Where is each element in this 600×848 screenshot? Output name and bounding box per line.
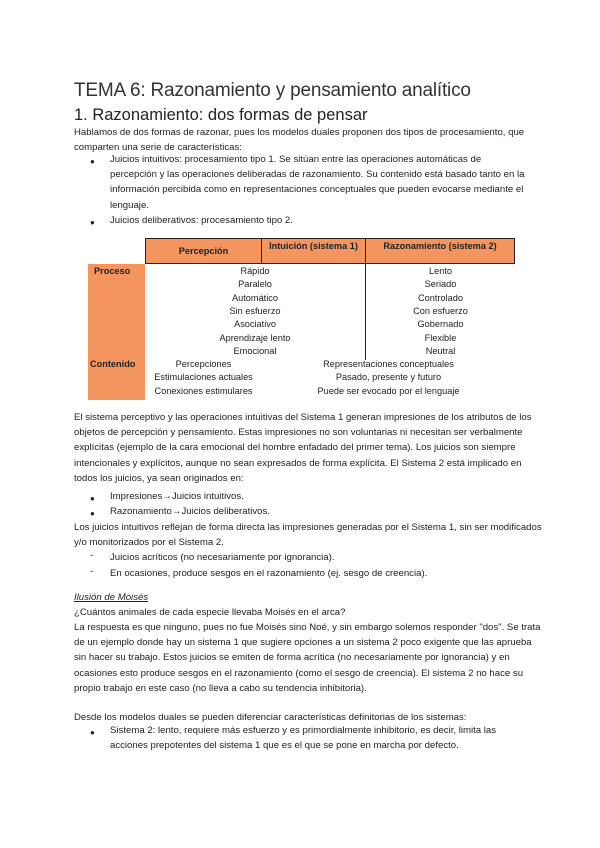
- bullet-intuitive: Juicios intuitivos: procesamiento tipo 1. Se sitúan entre las operaciones automáticas de percepción y las operaciones deliberadas de razonamiento. Su contenido está basado tanto en la información percibida como en representaciones conceptuales que pueden evocarse mediante el lenguaje.: [110, 154, 525, 211]
- header-perception: Percepción: [145, 238, 262, 264]
- paragraph-sistema-perceptivo: El sistema perceptivo y las operaciones intuitivas del Sistema 1 generan impresiones de los atributos de los objetos de percepción y pensamiento. Estas impresiones no son voluntarias ni necesitan ser verbalmente explícitas (ejemplo de la cara emocional del hombre enfadado del primer tema). Los juicios son siempre intencionales y explícitos, aunque no sean expresados de forma explícita. El Sistema 2 está implicado en todos los juicios, ya sean originados en:: [74, 412, 532, 484]
- dash-item-acriticos: Juicios acríticos (no necesariamente por ignorancia).: [110, 552, 335, 563]
- contenido-cell: Percepciones: [175, 359, 232, 369]
- row-label-column: [88, 264, 145, 400]
- dash-icon: -: [90, 566, 94, 577]
- bullet-icon: ●: [90, 157, 95, 166]
- proceso-cell: Lento: [429, 266, 452, 276]
- intro-paragraph: Hablamos de dos formas de razonar, pues los modelos duales proponen dos tipos de procesamiento, que comparten una serie de características:: [74, 127, 525, 154]
- comparison-table: [88, 238, 515, 400]
- proceso-cell: Flexible: [424, 332, 457, 343]
- row-label-proceso: Proceso: [94, 266, 131, 276]
- bullet-sistema-2: Sistema 2: lento, requiere más esfuerzo y es primordialmente inhibitorio, es decir, limita las acciones prepotentes del sistema 1 que es el que se pone en marcha por defecto.: [110, 725, 497, 752]
- proceso-cell: Seriado: [424, 279, 457, 290]
- proceso-cell: Automático: [232, 292, 278, 303]
- section-heading: 1. Razonamiento: dos formas de pensar: [74, 106, 368, 124]
- proceso-cell: Gobernado: [417, 319, 464, 330]
- paragraph-moises: La respuesta es que ninguno, pues no fue Moisés sino Noé, y sin embargo solemos responder "dos". Se trata de un ejemplo donde hay un sistema 1 que sugiere opciones a un sistema 2 poco exigente que las aprueba sin hacer su trabajo. Estos juicios se emiten de forma acrítica (no necesariamente por ignorancia) y en ocasiones esto produce sesgos en el razonamiento (como el sesgo de creencia). El sistema 2 no hace su propio trabajo en este caso (no lleva a cabo su tendencia inhibitoria).: [74, 622, 541, 694]
- question: ¿Cuántos animales de cada especie llevaba Moisés en el arca?: [74, 607, 346, 618]
- contenido-cell: Estimulaciones actuales: [154, 372, 253, 383]
- bullet-impresiones: Impresiones→Juicios intuitivos.: [110, 491, 244, 502]
- proceso-cell: Neutral: [425, 345, 456, 356]
- ilusion-title: Ilusión de Moisés: [74, 592, 149, 603]
- contenido-cell: Representaciones conceptuales: [323, 359, 454, 369]
- contenido-cell: Pasado, presente y futuro: [335, 372, 442, 383]
- page-title: TEMA 6: Razonamiento y pensamiento analítico: [74, 80, 471, 101]
- proceso-cell: Rápido: [240, 266, 270, 276]
- header-reasoning: [365, 238, 515, 264]
- bullet-icon: ●: [90, 728, 95, 737]
- row-label-contenido: Contenido: [90, 359, 136, 369]
- proceso-cell: Controlado: [418, 292, 463, 303]
- dash-item-sesgos: En ocasiones, produce sesgos en el razonamiento (ej. sesgo de creencia).: [110, 568, 428, 579]
- bullet-icon: ●: [90, 218, 95, 227]
- header-intuition-text: Intuición (sistema 1): [269, 241, 358, 251]
- paragraph-juicios-intuitivos: Los juicios intuitivos reflejan de forma directa las impresiones generadas por el Sistema 1, sin ser modificados y/o monitorizados por el Sistema 2.: [74, 522, 542, 549]
- proceso-cell: Con esfuerzo: [413, 305, 468, 316]
- header-reasoning-text: Razonamiento (sistema 2): [383, 241, 497, 251]
- proceso-cell: Sin esfuerzo: [229, 305, 281, 316]
- header-intuition: [261, 238, 366, 264]
- dash-icon: -: [90, 550, 94, 561]
- bullet-icon: ●: [90, 509, 95, 518]
- proceso-cell: Asociativo: [234, 319, 276, 330]
- proceso-cell: Aprendizaje lento: [219, 332, 291, 343]
- contenido-cell: Conexiones estimulares: [154, 385, 253, 396]
- contenido-cell: Puede ser evocado por el lenguaje: [317, 385, 460, 396]
- bullet-icon: ●: [90, 494, 95, 503]
- paragraph-modelos-duales: Desde los modelos duales se pueden diferenciar características definitorias de los sistemas:: [74, 712, 467, 723]
- bullet-razonamiento: Razonamiento→Juicios deliberativos.: [110, 506, 270, 517]
- proceso-cell: Paralelo: [238, 279, 272, 290]
- proceso-cell: Emocional: [233, 345, 277, 356]
- bullet-deliberative: Juicios deliberativos: procesamiento tipo 2.: [110, 215, 293, 226]
